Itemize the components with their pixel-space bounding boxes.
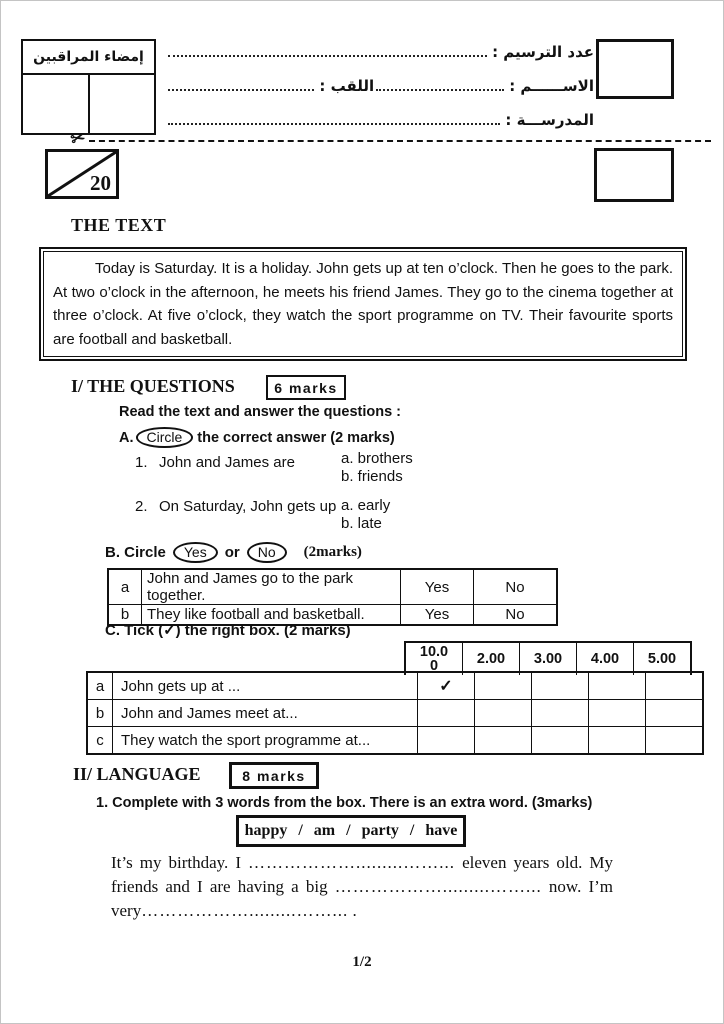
table-row [87,727,703,755]
gap-blank-1[interactable]: ……………….........……... [248,853,456,872]
questions-instruction: Read the text and answer the questions : [119,404,401,420]
school-row [166,103,594,129]
question-1-stem [135,453,369,472]
score-total: 20 [90,171,111,195]
text-section-heading: THE TEXT [71,215,167,235]
first-name-label: الاســــــم : [509,77,594,95]
question-2-options [341,497,390,533]
yes-word-oval: Yes [173,542,218,563]
tick-row-a-cell-300[interactable] [532,672,589,700]
reading-passage-box [39,247,687,361]
tick-row-b-cell-500[interactable] [646,700,704,727]
tick-row-b-letter: b [87,700,113,727]
registration-row [166,35,594,61]
gap-blank-3[interactable]: ……………….........……... [141,901,349,920]
gapfill-text-2: eleven years old. My friends and I are having a big [111,853,613,896]
question-2-option-a[interactable]: a. early [341,497,391,514]
tick-col-header-300: 3.00 [520,642,577,675]
part-a-suffix: the correct answer (2 marks) [197,429,395,446]
name-row [166,69,594,95]
tick-row-c-cell-1000[interactable] [418,727,475,755]
tick-row-c-cell-200[interactable] [475,727,532,755]
tick-row-a-question: John gets up at ... [113,672,418,700]
student-id-fields [166,35,594,137]
tick-row-b-cell-400[interactable] [589,700,646,727]
part-b-marks: (2marks) [303,544,362,560]
row-b-question: They like football and basketball. [142,605,401,626]
tick-row-b-cell-200[interactable] [475,700,532,727]
score-box[interactable] [45,149,119,199]
supervisors-signature-box [21,39,156,135]
tick-row-c-letter: c [87,727,113,755]
part-a-prefix: A. [119,429,134,446]
question-2-number: 2. [135,498,148,515]
tick-row-a-letter: a [87,672,113,700]
supervisors-signature-cells [23,75,154,133]
part-c-instruction: C. Tick (✓) the right box. (2 marks) [105,622,351,639]
row-a-yes-cell[interactable]: Yes [401,569,474,605]
tick-col-header-500: 5.00 [634,642,692,675]
row-a-no-cell[interactable]: No [474,569,558,605]
reading-passage-inner-border [43,251,683,357]
candidate-number-box[interactable] [596,39,674,99]
tick-col-header-400: 4.00 [577,642,634,675]
tick-row-a-cell-500[interactable] [646,672,704,700]
tick-row-c-question: They watch the sport programme at... [113,727,418,755]
supervisor-signature-cell-2[interactable] [90,75,155,133]
surname-label: اللقب : [319,77,375,95]
tick-row-b-cell-300[interactable] [532,700,589,727]
cut-dashed-line [89,140,711,142]
part-b-instruction [105,542,362,563]
tick-row-a-cell-1000[interactable] [418,672,475,700]
gapfill-text-4: . [348,901,357,920]
tick-row-c-cell-500[interactable] [646,727,704,755]
question-1-option-a[interactable]: a. brothers [341,450,413,467]
tick-row-a-cell-200[interactable] [475,672,532,700]
row-a-question: John and James go to the park together. [142,569,401,605]
tick-table-body [86,671,704,755]
part-a-instruction [119,427,395,448]
questions-section-heading: I/ THE QUESTIONS [71,376,235,396]
tick-row-b-question: John and James meet at... [113,700,418,727]
table-row [108,569,557,605]
tick-col-header-1000-label: 10.00 [419,644,449,674]
language-marks-badge: 8 marks [229,762,319,789]
question-1-number: 1. [135,454,148,471]
row-b-yes-cell[interactable]: Yes [401,605,474,626]
yes-no-table [107,568,558,626]
supervisors-signature-title: إمضاء المراقبين [23,41,154,75]
reading-passage: Today is Saturday. It is a holiday. John gets up at ten o’clock. Then he goes to the park. At two o’clock in the afternoon, he meets his friend James. They go to the cinema together at three o’clock. At five o’clock, they watch the sport programme on TV. Their favourite sports are football and basketball. [53,260,673,348]
secret-code-box[interactable] [594,148,674,202]
gapfill-text-3: now. I’m very [111,877,614,920]
tick-mark: ✓ [439,678,453,695]
first-name-fill-line[interactable] [376,89,504,91]
tick-row-c-cell-300[interactable] [532,727,589,755]
registration-fill-line[interactable] [168,55,487,57]
questions-marks-badge: 6 marks [266,375,346,400]
page-number: 1/2 [352,954,372,970]
question-2-stem [135,497,369,516]
part-b-or: or [224,544,240,561]
tick-table-header [404,641,692,675]
tick-col-header-200: 2.00 [463,642,520,675]
gapfill-text-1: It’s my birthday. I [111,853,249,872]
question-2-option-b[interactable]: b. late [341,515,382,532]
row-b-letter: b [108,605,142,626]
question-1-option-b[interactable]: b. friends [341,468,403,485]
no-word-oval: No [247,542,287,563]
part-b-prefix: B. Circle [105,544,166,561]
school-fill-line[interactable] [168,123,500,125]
supervisor-signature-cell-1[interactable] [23,75,90,133]
tick-row-a-cell-400[interactable] [589,672,646,700]
gapfill-paragraph [111,851,613,923]
question-1-options [341,450,413,486]
row-a-letter: a [108,569,142,605]
language-section-heading: II/ LANGUAGE [73,764,201,784]
tick-row-b-cell-1000[interactable] [418,700,475,727]
question-2-text: On Saturday, John gets up [159,498,337,515]
circle-word-oval: Circle [136,427,194,448]
table-row [87,700,703,727]
school-label: المدرســـة : [505,111,594,129]
question-1-text: John and James are [159,454,295,471]
word-bank-box: happy / am / party / have [236,815,466,847]
gap-blank-2[interactable]: ……………….........……... [334,877,542,896]
registration-label: عدد الترسيم : [492,43,594,61]
table-row [87,672,703,700]
scissors-icon: ✂ [68,127,88,150]
language-task1-instruction: 1. Complete with 3 words from the box. There is an extra word. (3marks) [96,795,593,811]
row-b-no-cell[interactable]: No [474,605,558,626]
surname-fill-line[interactable] [168,89,314,91]
tick-row-c-cell-400[interactable] [589,727,646,755]
